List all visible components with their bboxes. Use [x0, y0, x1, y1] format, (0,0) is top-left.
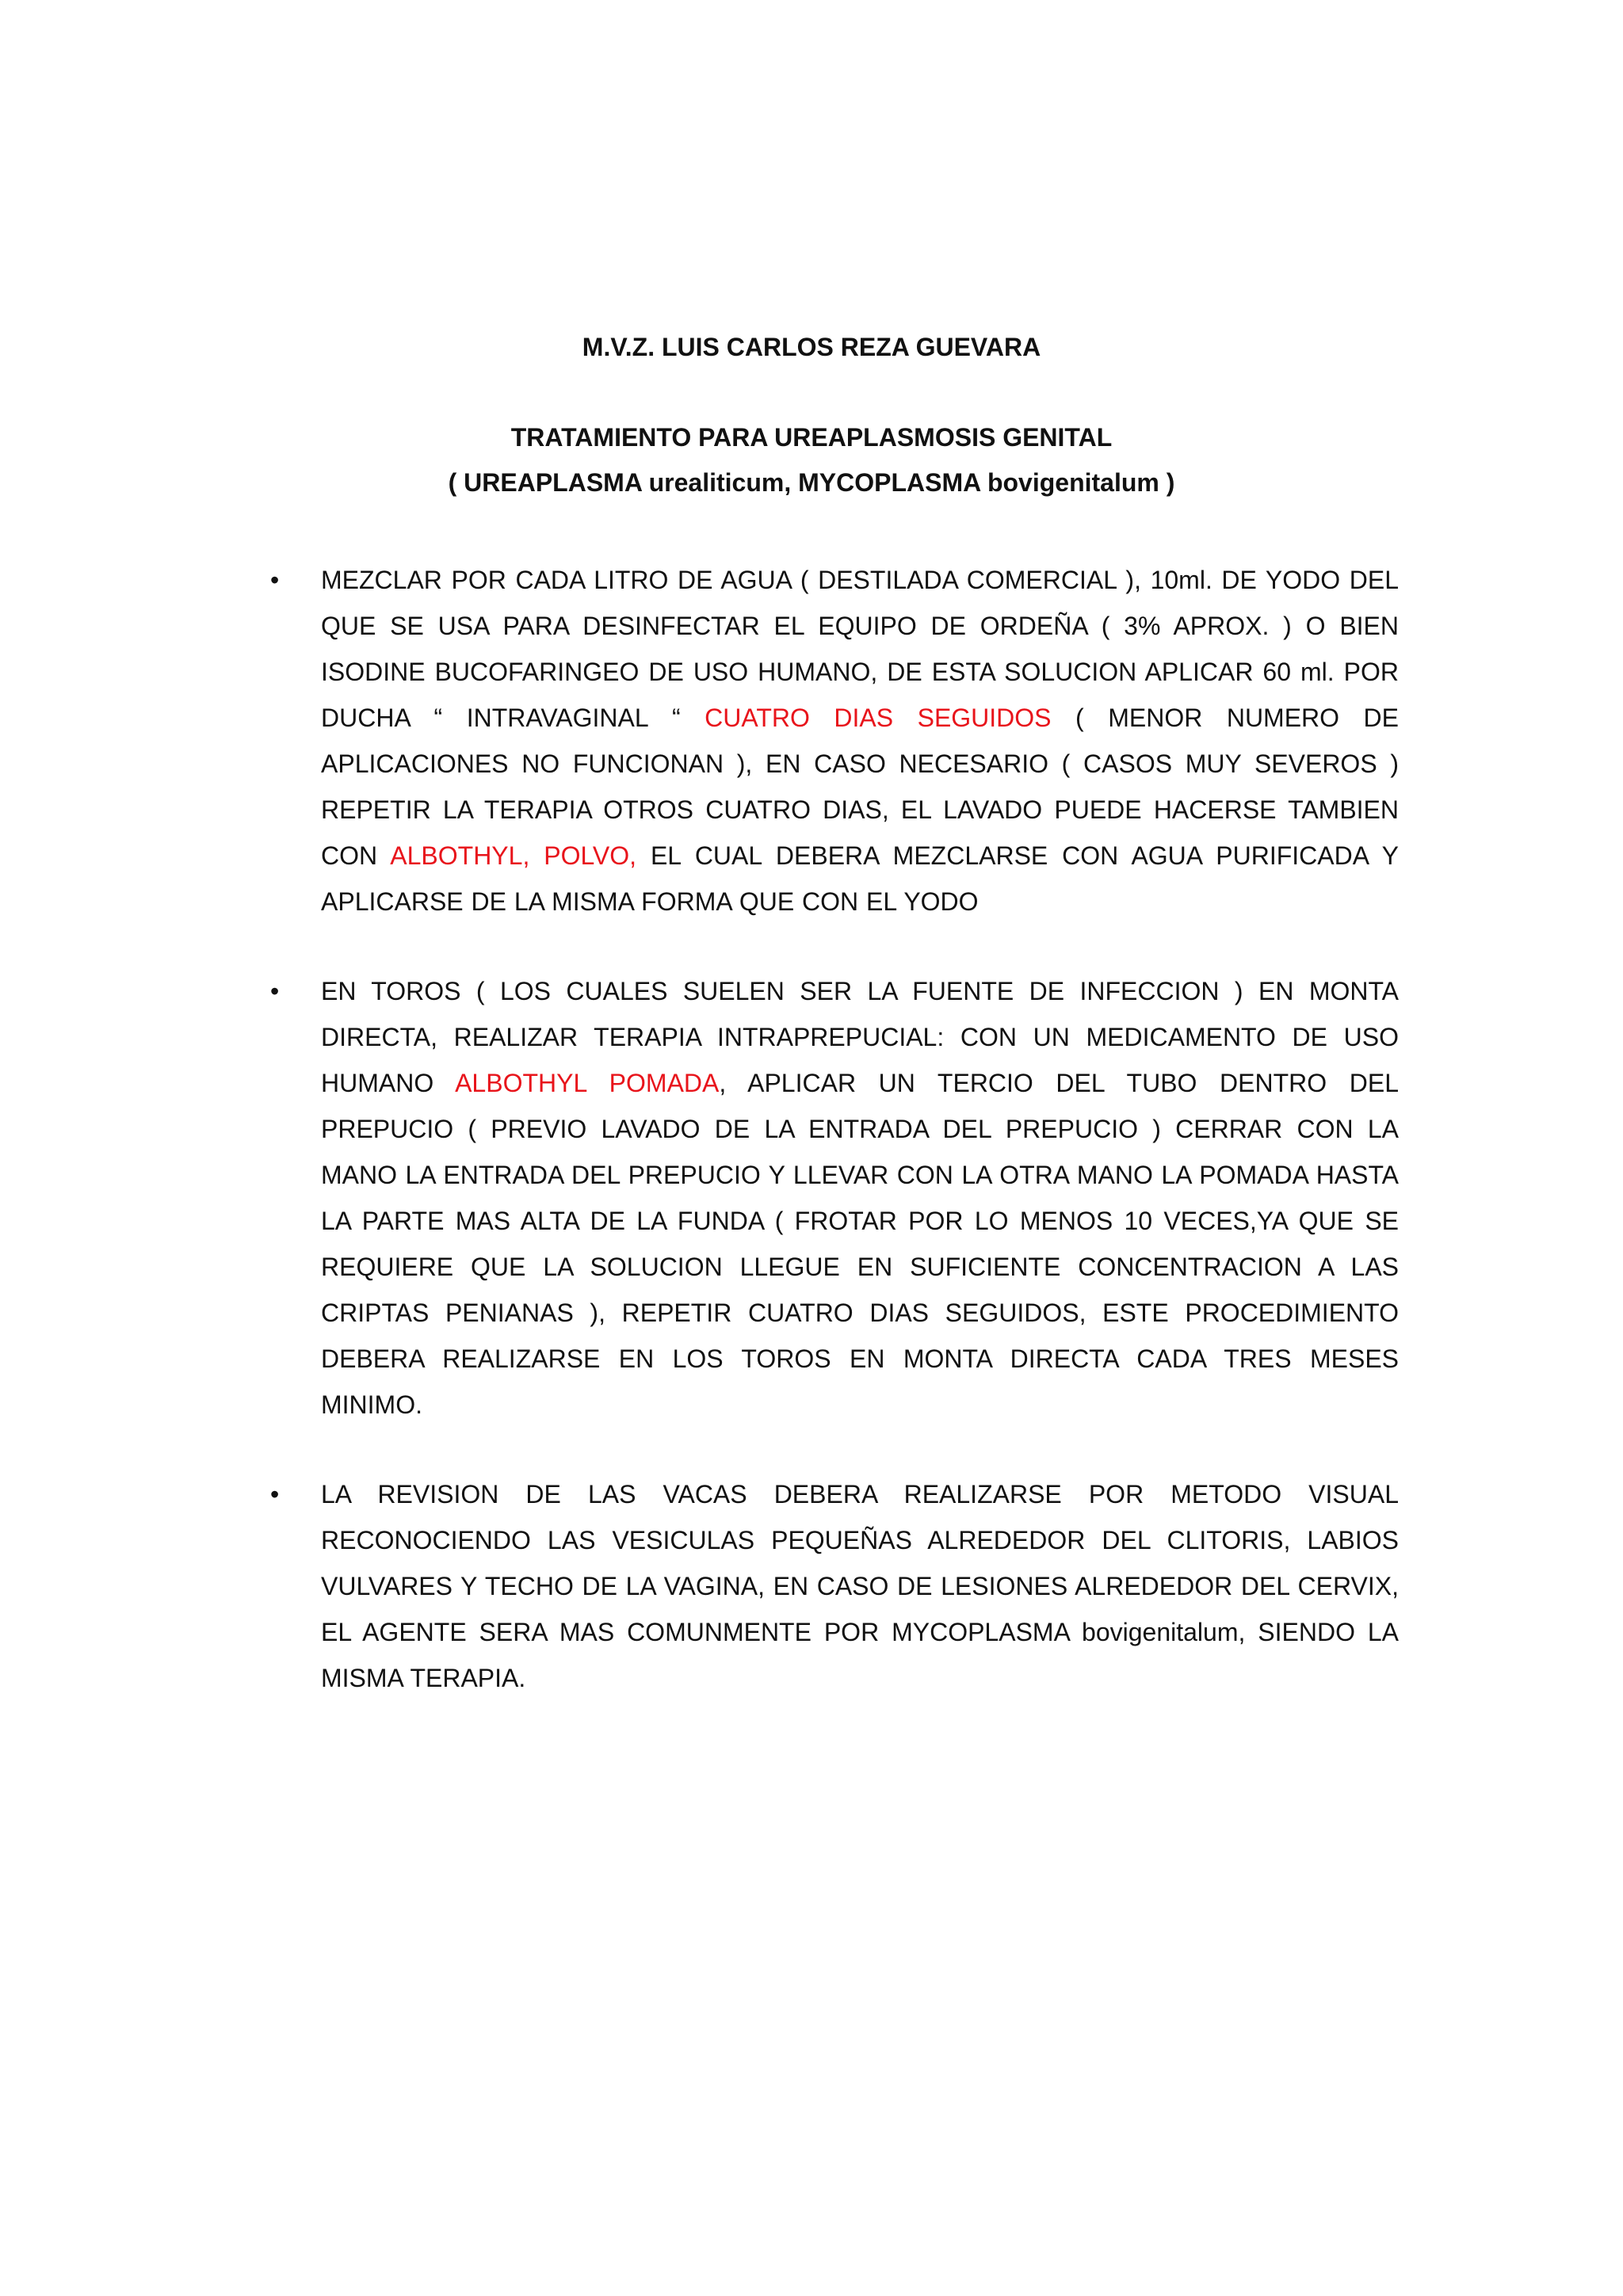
subtitle-mycoplasma: MYCOPLASMA	[798, 468, 981, 497]
text-segment: EN TOROS ( LOS CUALES SUELEN SER LA FUENTE DE INFECCION ) EN MONTA DIRECTA, REALIZAR TERAPIA INTRAPREPUCIAL: CON UN MEDICAMENTO DE USO HUMANO	[321, 977, 1399, 1097]
text-segment: MEZCLAR POR CADA LITRO DE AGUA ( DESTILADA COMERCIAL ), 10ml. DE YODO DEL QUE SE USA PARA DESINFECTAR EL EQUIPO DE ORDEÑA ( 3% APROX. ) O BIEN ISODINE BUCOFARINGEO DE USO HUMANO, DE ESTA SOLUCION APLICAR 60 ml. POR DUCHA “ INTRAVAGINAL “	[321, 566, 1399, 732]
subtitle-open: (	[448, 468, 464, 497]
subtitle-bovigenitalum: bovigenitalum )	[980, 468, 1175, 497]
subtitle-ureaplasma: UREAPLASMA	[464, 468, 642, 497]
document-title: TRATAMIENTO PARA UREAPLASMOSIS GENITAL	[510, 423, 1113, 452]
highlighted-text: ALBOTHYL, POLVO,	[390, 841, 637, 870]
highlighted-text: CUATRO DIAS SEGUIDOS	[705, 704, 1052, 732]
text-segment: , APLICAR UN TERCIO DEL TUBO DENTRO DEL PREPUCIO ( PREVIO LAVADO DE LA ENTRADA DEL PREPUCIO ) CERRAR CON LA MANO LA ENTRADA DEL PREPUCIO Y LLEVAR CON LA OTRA MANO LA POMADA HASTA LA PARTE MAS ALTA DE LA FUNDA ( FROTAR POR LO MENOS 10 VECES,YA QUE SE REQUIERE QUE LA SOLUCION LLEGUE EN SUFICIENTE CONCENTRACION A LAS CRIPTAS PENIANAS ), REPETIR CUATRO DIAS SEGUIDOS, ESTE PROCEDIMIENTO DEBERA REALIZARSE EN LOS TOROS EN MONTA DIRECTA CADA TRES MESES MINIMO.	[321, 1069, 1400, 1419]
bullet-icon: •	[270, 566, 280, 594]
list-item	[270, 557, 1400, 925]
bullet-icon: •	[270, 977, 280, 1005]
text-segment: ( MENOR NUMERO DE APLICACIONES NO FUNCIONAN ), EN CASO NECESARIO ( CASOS MUY SEVEROS ) REPETIR LA TERAPIA OTROS CUATRO DIAS, EL LAVADO PUEDE HACERSE TAMBIEN CON	[321, 704, 1400, 870]
document-subtitle	[0, 467, 1623, 498]
text-segment: LA REVISION DE LAS VACAS DEBERA REALIZARSE POR METODO VISUAL RECONOCIENDO LAS VESICULAS PEQUEÑAS ALREDEDOR DEL CLITORIS, LABIOS VULVARES Y TECHO DE LA VAGINA, EN CASO DE LESIONES ALREDEDOR DEL CERVIX, EL AGENTE SERA MAS COMUNMENTE POR MYCOPLASMA bovigenitalum, SIENDO LA MISMA TERAPIA.	[321, 1480, 1399, 1692]
text-segment: EL CUAL DEBERA MEZCLARSE CON AGUA PURIFICADA Y APLICARSE DE LA MISMA FORMA QUE CON EL YODO	[321, 841, 1400, 916]
list-item	[270, 1471, 1399, 1701]
list-item-text	[321, 1471, 1399, 1701]
subtitle-urealiticum: urealiticum,	[641, 468, 799, 497]
author-name: M.V.Z. LUIS CARLOS REZA GUEVARA	[582, 333, 1041, 361]
highlighted-text: ALBOTHYL POMADA	[455, 1069, 720, 1097]
list-item-text	[321, 557, 1399, 925]
bullet-icon: •	[270, 1480, 280, 1508]
list-item	[270, 968, 1400, 1428]
list-item-text	[321, 968, 1399, 1428]
